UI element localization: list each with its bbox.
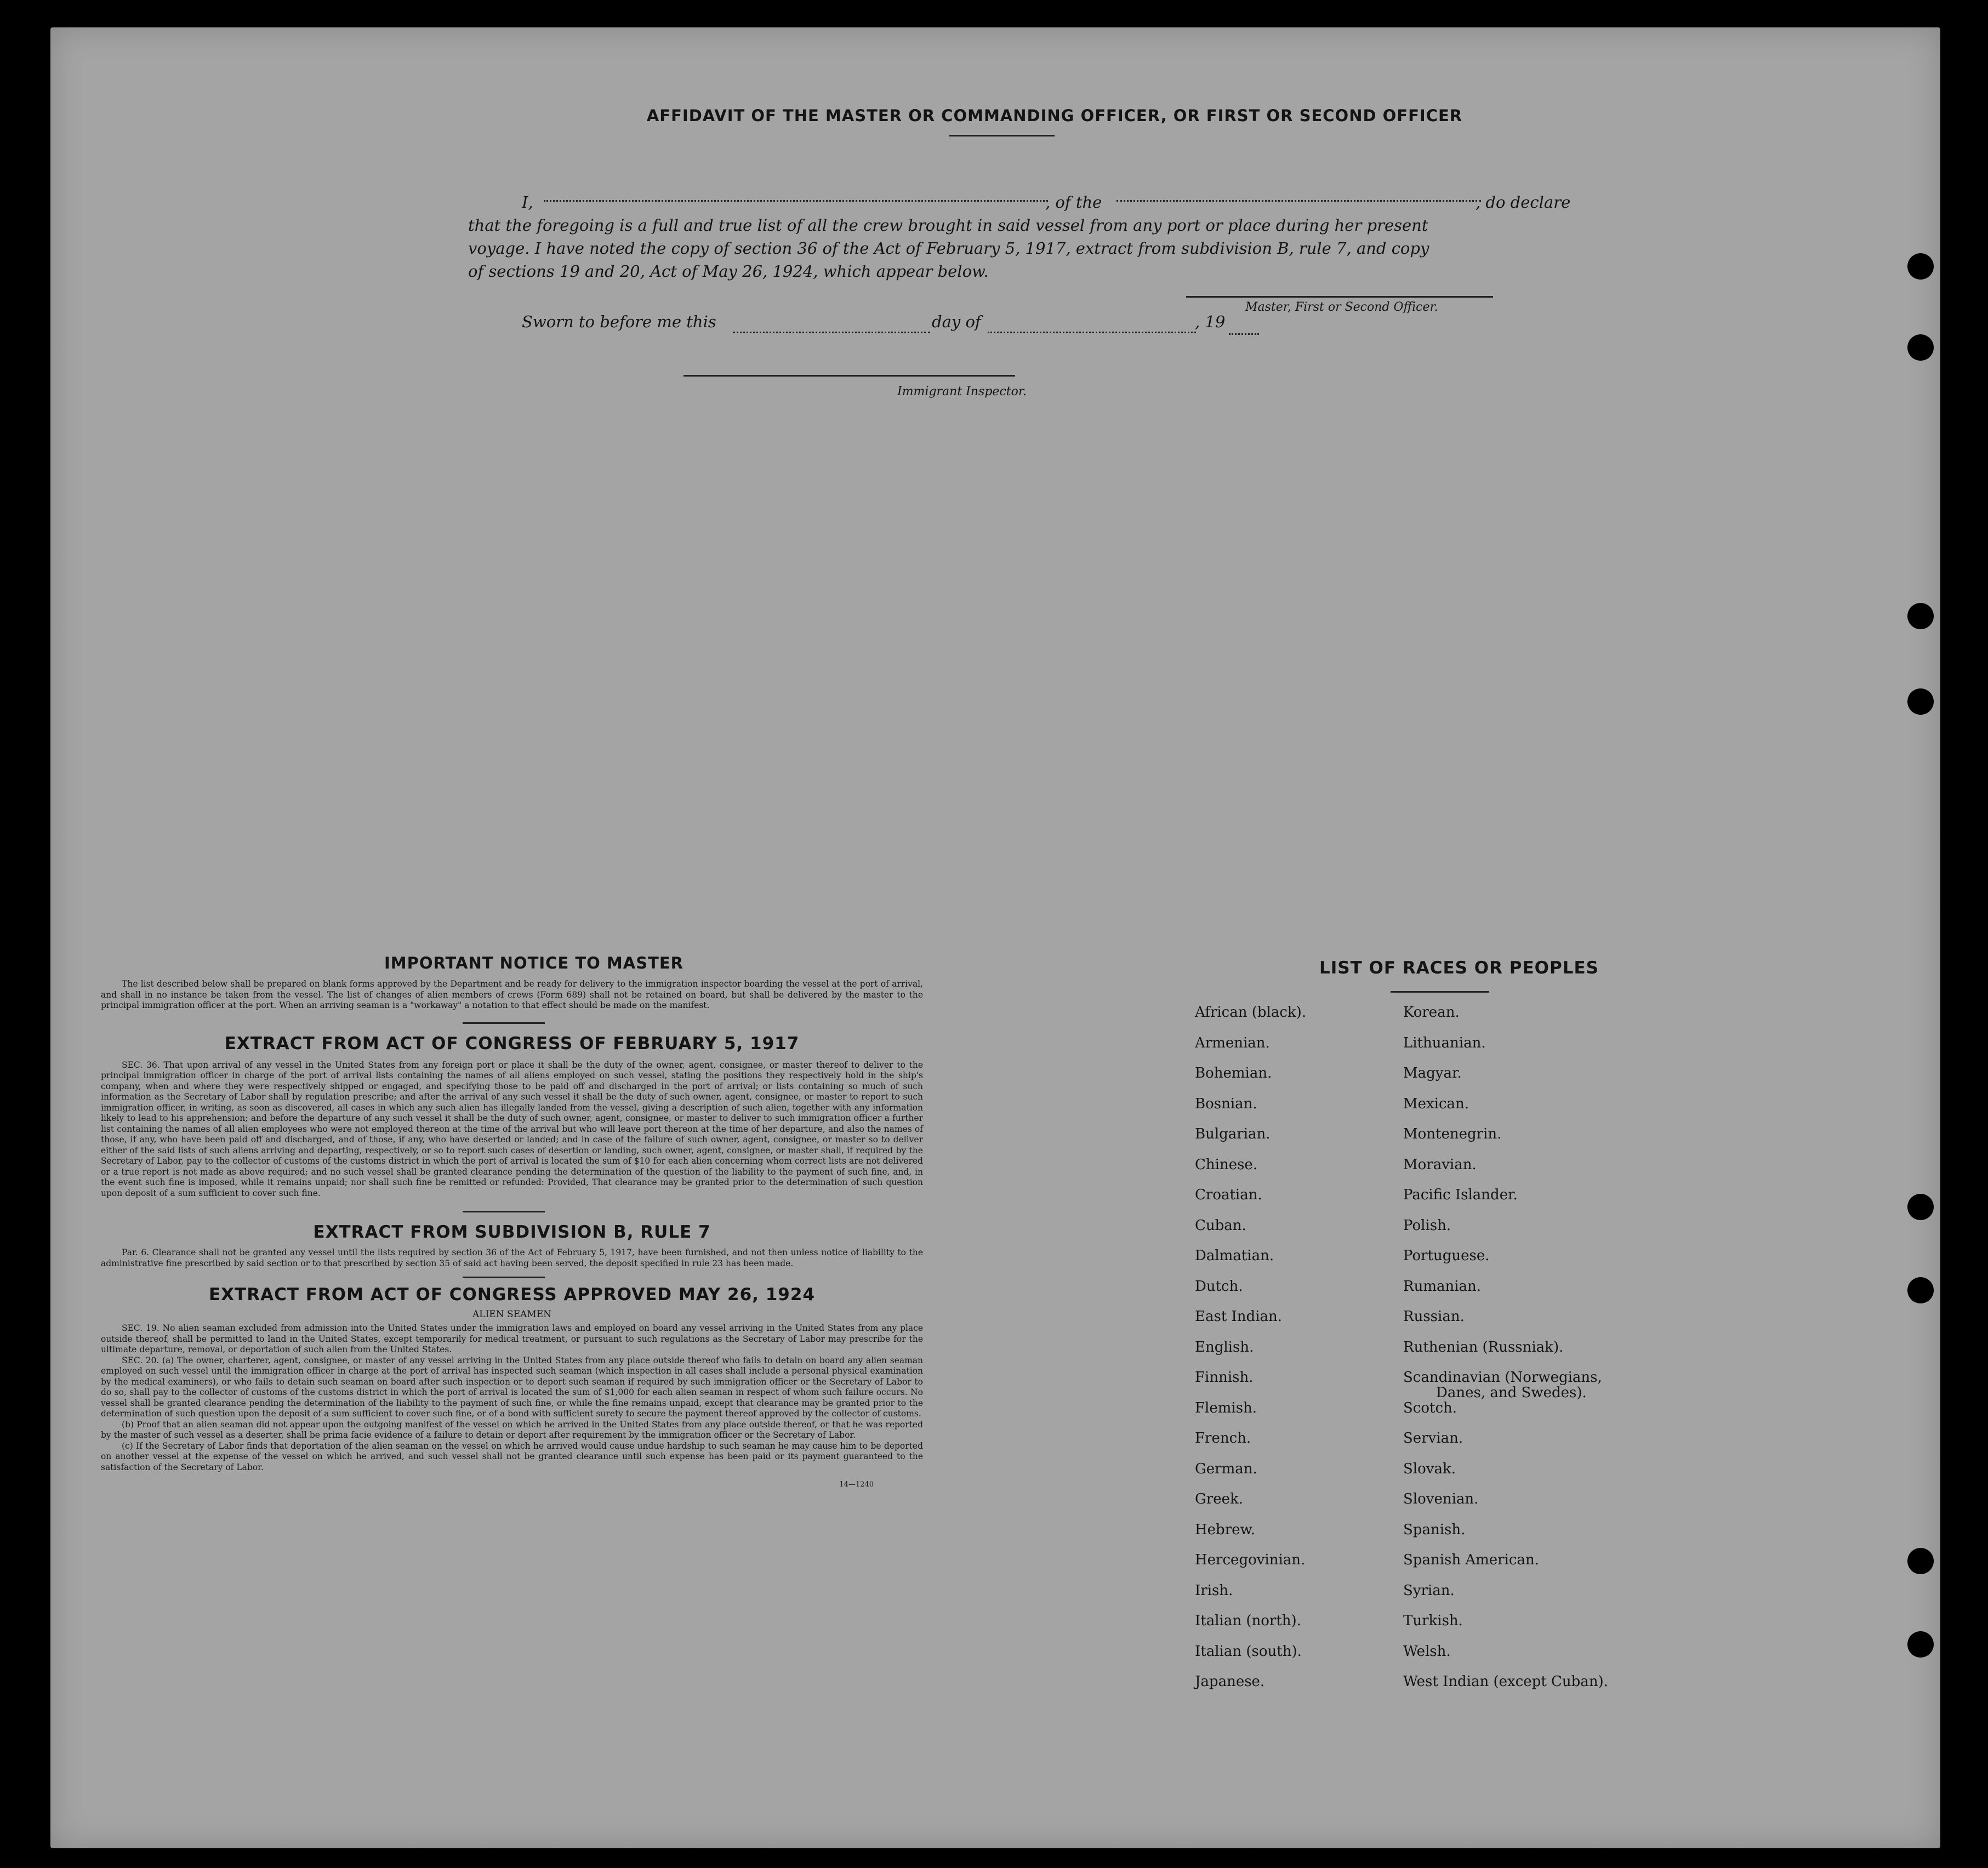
sec19-text: SEC. 19. No alien seaman excluded from admission into the United States under the immigration laws and employed on board any vessel arriving in the United States from any place outside thereof, shall be permitted to land in the United States, except temporarily for medical treatment, or pursuant to such regulations as the Secretary of Labor may prescribe for the ultimate departure, removal, or deportation of such alien from the United States. bbox=[101, 1323, 923, 1354]
race-item: Montenegrin. bbox=[1403, 1126, 1502, 1142]
races-column-1 bbox=[1195, 1004, 1306, 1704]
day-of-label: day of bbox=[932, 312, 981, 331]
race-item: German. bbox=[1195, 1460, 1257, 1477]
race-item: Syrian. bbox=[1403, 1582, 1455, 1599]
rule7-text: Par. 6. Clearance shall not be granted any vessel until the lists required by section 36 of the Act of February 5, 1917, have been furnished, and not then unless notice of liability to the administrative fine prescribed by said section or to that prescribed by section 35 of said act having been served, the deposit specified in rule 23 has been made. bbox=[101, 1248, 923, 1268]
race-item: Finnish. bbox=[1195, 1369, 1254, 1386]
race-item: Ruthenian (Russniak). bbox=[1403, 1339, 1564, 1356]
vessel-blank[interactable] bbox=[1117, 200, 1481, 202]
race-item: Turkish. bbox=[1403, 1613, 1463, 1629]
race-item: Greek. bbox=[1195, 1491, 1243, 1507]
race-item: Slovenian. bbox=[1403, 1491, 1479, 1507]
race-item: Spanish. bbox=[1403, 1521, 1466, 1538]
race-item: Spanish American. bbox=[1403, 1552, 1540, 1568]
race-item: French. bbox=[1195, 1430, 1251, 1446]
sworn-year-blank[interactable] bbox=[1229, 333, 1259, 335]
legal-column bbox=[101, 954, 923, 1489]
sec20b-text: (b) Proof that an alien seaman did not appear upon the outgoing manifest of the vessel on which he arrived in the United States from any place outside thereof, or that he was reported by the master of such vessel as a deserter, shall be prima facie evidence of a failure to detain or deport after requirement by the immigration officer or the Secretary of Labor. bbox=[101, 1419, 923, 1440]
binder-hole bbox=[1907, 603, 1934, 629]
affidavit-line-2: that the foregoing is a full and true list of all the crew brought in said vessel from any port or place during her present bbox=[468, 216, 1428, 235]
race-item: Welsh. bbox=[1403, 1643, 1451, 1660]
affidavit-title: AFFIDAVIT OF THE MASTER OR COMMANDING OFFICER, OR FIRST OR SECOND OFFICER bbox=[646, 106, 1463, 125]
extract-1924-title: EXTRACT FROM ACT OF CONGRESS APPROVED MAY 26, 1924 bbox=[208, 1285, 816, 1305]
sworn-month-blank[interactable] bbox=[988, 332, 1196, 333]
race-item: Italian (north). bbox=[1195, 1613, 1301, 1629]
do-declare-label: , do declare bbox=[1476, 193, 1571, 212]
race-item: Flemish. bbox=[1195, 1399, 1257, 1416]
of-the-label: , of the bbox=[1045, 193, 1102, 212]
race-item: Scotch. bbox=[1403, 1399, 1457, 1416]
race-item: Moravian. bbox=[1403, 1156, 1477, 1173]
divider-2 bbox=[463, 1211, 545, 1212]
master-signature-caption: Master, First or Second Officer. bbox=[1245, 300, 1438, 314]
race-item: Italian (south). bbox=[1195, 1643, 1302, 1660]
race-item: African (black). bbox=[1195, 1004, 1307, 1021]
divider-3 bbox=[463, 1277, 545, 1278]
races-underline bbox=[1391, 991, 1489, 993]
sec20a-text: SEC. 20. (a) The owner, charterer, agent, consignee, or master of any vessel arriving in the United States from any place outside thereof who fails to detain on board any alien seaman employed on such vessel until the immigration officer in charge at the port of arrival has inspected such seaman (which inspection in all cases shall include a personal physical examination by the medical examiners), or who fails to detain such seaman on board after such inspection or to deport such seaman if required by such immigration officer or the Secretary of Labor to do so, shall pay to the collector of customs of the customs district in which the port of arrival is located the sum of $1,000 for each alien seaman in respect of whom such failure occurs. No vessel shall be granted clearance pending the determination of the liability to the payment of such fine, or while the fine remains unpaid, except that clearance may be granted prior to the determination of such question upon the deposit of a sum sufficient to cover such fine, or of a bond with sufficient surety to secure the payment thereof approved by the collector of customs. bbox=[101, 1355, 923, 1419]
sworn-day-blank[interactable] bbox=[733, 332, 930, 333]
races-column-2 bbox=[1403, 1004, 1608, 1704]
races-title: LIST OF RACES OR PEOPLES bbox=[1319, 958, 1599, 978]
affidavit-line-3: voyage. I have noted the copy of section 36 of the Act of February 5, 1917, extract from subdivision B, rule 7, and copy bbox=[468, 239, 1429, 258]
binder-hole bbox=[1907, 1194, 1934, 1220]
race-item: Cuban. bbox=[1195, 1217, 1246, 1234]
year-label: , 19 bbox=[1195, 312, 1226, 331]
race-item: Polish. bbox=[1403, 1217, 1451, 1234]
title-underline bbox=[949, 135, 1055, 136]
race-item: English. bbox=[1195, 1339, 1254, 1356]
race-item: Hebrew. bbox=[1195, 1521, 1255, 1538]
race-item: Portuguese. bbox=[1403, 1248, 1490, 1264]
notice-title: IMPORTANT NOTICE TO MASTER bbox=[384, 954, 684, 972]
master-signature-line[interactable] bbox=[1186, 296, 1493, 298]
race-item: Japanese. bbox=[1195, 1673, 1265, 1690]
form-number: 14—1240 bbox=[839, 1480, 874, 1489]
binder-hole bbox=[1907, 334, 1934, 361]
binder-hole bbox=[1907, 688, 1934, 715]
extract-1917-title: EXTRACT FROM ACT OF CONGRESS OF FEBRUARY 5, 1917 bbox=[224, 1033, 800, 1053]
race-item: Russian. bbox=[1403, 1308, 1465, 1325]
sworn-label: Sworn to before me this bbox=[522, 312, 716, 331]
notice-text: The list described below shall be prepared on blank forms approved by the Department and be ready for delivery to the immigration inspector boarding the vessel at the port of arrival, and shall in no instance be taken from the vessel. The list of changes of alien members of crews (Form 689) shall not be retained on board, but shall be delivered by the master to the principal immigration officer at the port. When an arriving seaman is a "workaway" a notation to that effect should be made on the manifest. bbox=[101, 979, 923, 1010]
race-item: Irish. bbox=[1195, 1582, 1233, 1599]
inspector-signature-caption: Immigrant Inspector. bbox=[897, 385, 1027, 398]
extract-1917-text: SEC. 36. That upon arrival of any vessel in the United States from any foreign port or place it shall be the duty of the owner, agent, consignee, or master thereof to deliver to the principal immigration officer in charge of the port of arrival lists containing the names of all aliens employed on such vessel, stating the positions they respectively hold in the ship's company, when and where they were respectively shipped or engaged, and specifying those to be paid off and discharged in the port of arrival; or lists containing so much of such information as the Secretary of Labor shall by regulation prescribe; and after the arrival of any such vessel it shall be the duty of such owner, agent, consignee, or master to report to such immigration officer, in writing, as soon as discovered, all cases in which any such alien has illegally landed from the vessel, giving a description of such alien, together with any information likely to lead to his apprehension; and before the departure of any such vessel it shall be the duty of such owner, agent, consignee, or master to deliver to such immigration officer a further list containing the names of all alien employees who were not employed thereon at the time of the arrival but who will leave port thereon at the time of her departure, and also the names of those, if any, who have been paid off and discharged, and of those, if any, who have deserted or landed; and in case of the failure of such owner, agent, consignee, or master so to deliver either of the said lists of such aliens arriving and departing, respectively, or so to report such cases of desertion or landing, such owner, agent, consignee, or master shall, if required by the Secretary of Labor, pay to the collector of customs of the customs district in which the port of arrival is located the sum of $10 for each alien concerning whom correct lists are not delivered or a true report is not made as above required; and no such vessel shall be granted clearance pending the determination of the question of the liability to the payment of such fine, and, in the event such fine is imposed, while it remains unpaid; nor shall such fine be remitted or refunded: Provided, That clearance may be granted prior to the determination of such question upon deposit of a sum sufficient to cover such fine. bbox=[101, 1060, 923, 1198]
race-item: Korean. bbox=[1403, 1004, 1460, 1021]
race-item: Servian. bbox=[1403, 1430, 1463, 1446]
race-item: Pacific Islander. bbox=[1403, 1187, 1518, 1203]
document-sheet bbox=[50, 27, 1940, 1848]
inspector-signature-line[interactable] bbox=[683, 375, 1015, 377]
race-item: West Indian (except Cuban). bbox=[1403, 1673, 1608, 1690]
race-item: Magyar. bbox=[1403, 1065, 1462, 1081]
binder-hole bbox=[1907, 253, 1934, 280]
race-item: Bosnian. bbox=[1195, 1095, 1257, 1112]
race-item: East Indian. bbox=[1195, 1308, 1283, 1325]
binder-hole bbox=[1907, 1631, 1934, 1658]
binder-hole bbox=[1907, 1277, 1934, 1303]
i-label: I, bbox=[522, 193, 533, 212]
race-item-scandinavian-cont: Danes, and Swedes). bbox=[1436, 1385, 1587, 1401]
affidavit-line-4: of sections 19 and 20, Act of May 26, 1924, which appear below. bbox=[468, 262, 989, 281]
race-item: Bohemian. bbox=[1195, 1065, 1272, 1081]
race-item: Rumanian. bbox=[1403, 1278, 1482, 1295]
race-item: Hercegovinian. bbox=[1195, 1552, 1306, 1568]
extract-1924-subtitle: ALIEN SEAMEN bbox=[472, 1309, 551, 1320]
divider-1 bbox=[463, 1022, 545, 1024]
race-item: Bulgarian. bbox=[1195, 1126, 1271, 1142]
binder-hole bbox=[1907, 1548, 1934, 1574]
rule7-title: EXTRACT FROM SUBDIVISION B, RULE 7 bbox=[313, 1222, 711, 1242]
race-item: Chinese. bbox=[1195, 1156, 1258, 1173]
name-blank[interactable] bbox=[544, 200, 1048, 202]
race-item: Croatian. bbox=[1195, 1187, 1262, 1203]
race-item: Mexican. bbox=[1403, 1095, 1469, 1112]
race-item: Dutch. bbox=[1195, 1278, 1243, 1295]
sec20c-text: (c) If the Secretary of Labor finds that deportation of the alien seaman on the vessel on which he arrived would cause undue hardship to such seaman he may cause him to be deported on another vessel at the expense of the vessel on which he arrived, and such vessel shall not be granted clearance until such expense has been paid or its payment guaranteed to the satisfaction of the Secretary of Labor. bbox=[101, 1440, 923, 1472]
race-item: Armenian. bbox=[1195, 1034, 1270, 1051]
race-item: Slovak. bbox=[1403, 1460, 1456, 1477]
race-item-scandinavian: Scandinavian (Norwegians, Danes, and Swedes). bbox=[1403, 1369, 1608, 1400]
race-item: Lithuanian. bbox=[1403, 1034, 1486, 1051]
race-item: Dalmatian. bbox=[1195, 1248, 1274, 1264]
